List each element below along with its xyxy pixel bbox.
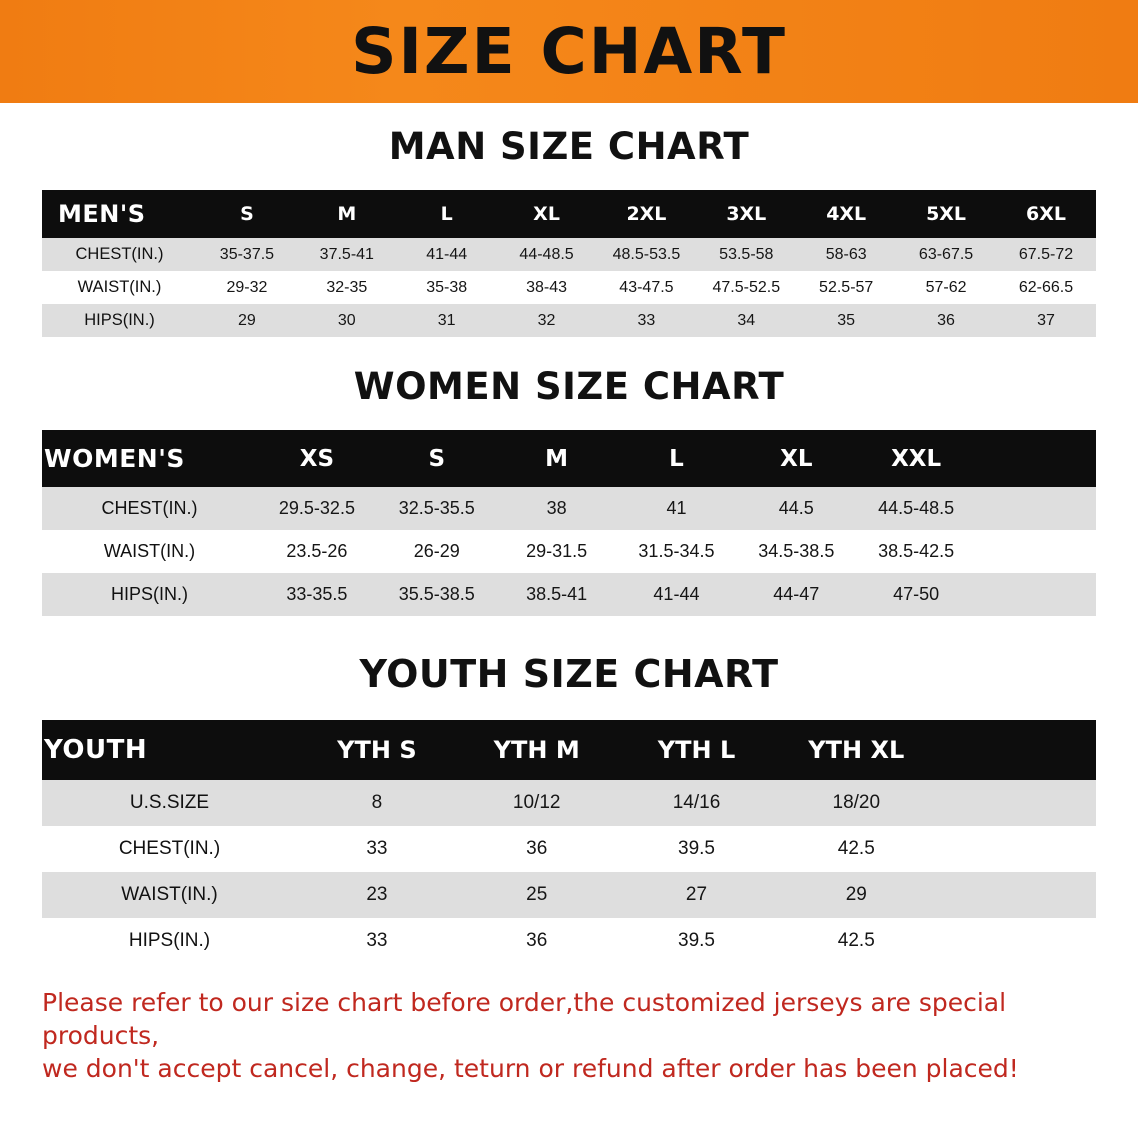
table-cell: 41 xyxy=(617,487,737,530)
column-header: S xyxy=(377,430,497,487)
table-cell-empty xyxy=(976,487,1096,530)
table-cell-empty xyxy=(936,872,1096,918)
women-section-title: WOMEN SIZE CHART xyxy=(353,365,785,408)
table-cell: 67.5-72 xyxy=(996,238,1096,271)
row-label: CHEST(IN.) xyxy=(42,487,257,530)
column-header: XL xyxy=(497,190,597,238)
table-cell: 38.5-41 xyxy=(497,573,617,616)
table-cell: 41-44 xyxy=(617,573,737,616)
table-header-row xyxy=(42,190,1096,238)
table-cell: 29-31.5 xyxy=(497,530,617,573)
table-cell: 30 xyxy=(297,304,397,337)
table-cell: 47.5-52.5 xyxy=(696,271,796,304)
women-size-table xyxy=(42,430,1096,616)
table-cell: 32 xyxy=(497,304,597,337)
column-header: XS xyxy=(257,430,377,487)
disclaimer-line-1: Please refer to our size chart before order,the customized jerseys are special products, xyxy=(42,988,1007,1050)
column-header: XL xyxy=(736,430,856,487)
table-cell-empty xyxy=(936,918,1096,964)
table-cell: 34.5-38.5 xyxy=(736,530,856,573)
table-cell: 10/12 xyxy=(457,780,617,826)
table-cell: 26-29 xyxy=(377,530,497,573)
column-header: L xyxy=(397,190,497,238)
table-cell: 23.5-26 xyxy=(257,530,377,573)
youth-size-table xyxy=(42,720,1096,964)
table-cell: 18/20 xyxy=(776,780,936,826)
table-cell: 37.5-41 xyxy=(297,238,397,271)
table-cell: 35-38 xyxy=(397,271,497,304)
table-cell-empty xyxy=(976,573,1096,616)
table-cell: 57-62 xyxy=(896,271,996,304)
table-cell-empty xyxy=(936,780,1096,826)
table-cell-empty xyxy=(976,530,1096,573)
table-cell: 36 xyxy=(457,918,617,964)
column-header: L xyxy=(617,430,737,487)
table-header-row xyxy=(42,720,1096,780)
table-cell: 44-47 xyxy=(736,573,856,616)
table-row xyxy=(42,872,1096,918)
table-cell: 23 xyxy=(297,872,457,918)
column-header-empty xyxy=(936,720,1096,780)
column-header: YTH M xyxy=(457,720,617,780)
table-cell-empty xyxy=(936,826,1096,872)
column-header: 3XL xyxy=(696,190,796,238)
column-header: YTH S xyxy=(297,720,457,780)
table-cell: 29.5-32.5 xyxy=(257,487,377,530)
column-header: WOMEN'S xyxy=(42,430,257,487)
man-size-table-wrapper xyxy=(42,190,1096,337)
table-header-row xyxy=(42,430,1096,487)
table-cell: 44.5 xyxy=(736,487,856,530)
table-cell: 31.5-34.5 xyxy=(617,530,737,573)
table-cell: 44-48.5 xyxy=(497,238,597,271)
column-header-empty xyxy=(976,430,1096,487)
column-header: S xyxy=(197,190,297,238)
table-cell: 38 xyxy=(497,487,617,530)
table-cell: 63-67.5 xyxy=(896,238,996,271)
column-header: 2XL xyxy=(597,190,697,238)
table-row xyxy=(42,487,1096,530)
row-label: U.S.SIZE xyxy=(42,780,297,826)
column-header: YTH L xyxy=(617,720,777,780)
column-header: M xyxy=(497,430,617,487)
table-cell: 52.5-57 xyxy=(796,271,896,304)
table-row xyxy=(42,573,1096,616)
table-row xyxy=(42,530,1096,573)
table-cell: 14/16 xyxy=(617,780,777,826)
table-cell: 53.5-58 xyxy=(696,238,796,271)
column-header: M xyxy=(297,190,397,238)
man-section-title: MAN SIZE CHART xyxy=(388,125,750,168)
table-cell: 36 xyxy=(457,826,617,872)
row-label: HIPS(IN.) xyxy=(42,304,197,337)
man-size-table xyxy=(42,190,1096,337)
table-cell: 32-35 xyxy=(297,271,397,304)
disclaimer-line-2: we don't accept cancel, change, teturn or refund after order has been placed! xyxy=(42,1054,1019,1083)
column-header: YTH XL xyxy=(776,720,936,780)
youth-size-table-wrapper xyxy=(42,720,1096,964)
table-row xyxy=(42,918,1096,964)
page-title: SIZE CHART xyxy=(351,15,787,88)
youth-section-title: YOUTH SIZE CHART xyxy=(359,652,779,696)
table-row xyxy=(42,238,1096,271)
table-cell: 8 xyxy=(297,780,457,826)
table-cell: 35.5-38.5 xyxy=(377,573,497,616)
table-row xyxy=(42,271,1096,304)
table-cell: 31 xyxy=(397,304,497,337)
table-cell: 36 xyxy=(896,304,996,337)
row-label: HIPS(IN.) xyxy=(42,573,257,616)
column-header: 6XL xyxy=(996,190,1096,238)
table-cell: 48.5-53.5 xyxy=(597,238,697,271)
table-cell: 33 xyxy=(297,918,457,964)
table-cell: 25 xyxy=(457,872,617,918)
column-header: YOUTH xyxy=(42,720,297,780)
table-cell: 33 xyxy=(297,826,457,872)
table-cell: 37 xyxy=(996,304,1096,337)
page-banner xyxy=(0,0,1138,103)
column-header: XXL xyxy=(856,430,976,487)
table-cell: 58-63 xyxy=(796,238,896,271)
table-cell: 29-32 xyxy=(197,271,297,304)
table-cell: 39.5 xyxy=(617,826,777,872)
table-cell: 62-66.5 xyxy=(996,271,1096,304)
row-label: WAIST(IN.) xyxy=(42,530,257,573)
table-cell: 33 xyxy=(597,304,697,337)
table-cell: 43-47.5 xyxy=(597,271,697,304)
table-cell: 29 xyxy=(776,872,936,918)
table-cell: 35 xyxy=(796,304,896,337)
table-cell: 44.5-48.5 xyxy=(856,487,976,530)
table-cell: 34 xyxy=(696,304,796,337)
column-header: MEN'S xyxy=(42,190,197,238)
table-row xyxy=(42,780,1096,826)
table-cell: 27 xyxy=(617,872,777,918)
women-size-table-wrapper xyxy=(42,430,1096,616)
column-header: 5XL xyxy=(896,190,996,238)
table-cell: 42.5 xyxy=(776,918,936,964)
table-cell: 41-44 xyxy=(397,238,497,271)
table-cell: 47-50 xyxy=(856,573,976,616)
row-label: WAIST(IN.) xyxy=(42,271,197,304)
column-header: 4XL xyxy=(796,190,896,238)
table-row xyxy=(42,826,1096,872)
disclaimer-note xyxy=(42,986,1096,1085)
table-cell: 33-35.5 xyxy=(257,573,377,616)
table-cell: 38.5-42.5 xyxy=(856,530,976,573)
row-label: HIPS(IN.) xyxy=(42,918,297,964)
table-cell: 42.5 xyxy=(776,826,936,872)
table-cell: 29 xyxy=(197,304,297,337)
table-cell: 39.5 xyxy=(617,918,777,964)
table-row xyxy=(42,304,1096,337)
table-cell: 38-43 xyxy=(497,271,597,304)
row-label: CHEST(IN.) xyxy=(42,826,297,872)
row-label: WAIST(IN.) xyxy=(42,872,297,918)
table-cell: 32.5-35.5 xyxy=(377,487,497,530)
row-label: CHEST(IN.) xyxy=(42,238,197,271)
table-cell: 35-37.5 xyxy=(197,238,297,271)
